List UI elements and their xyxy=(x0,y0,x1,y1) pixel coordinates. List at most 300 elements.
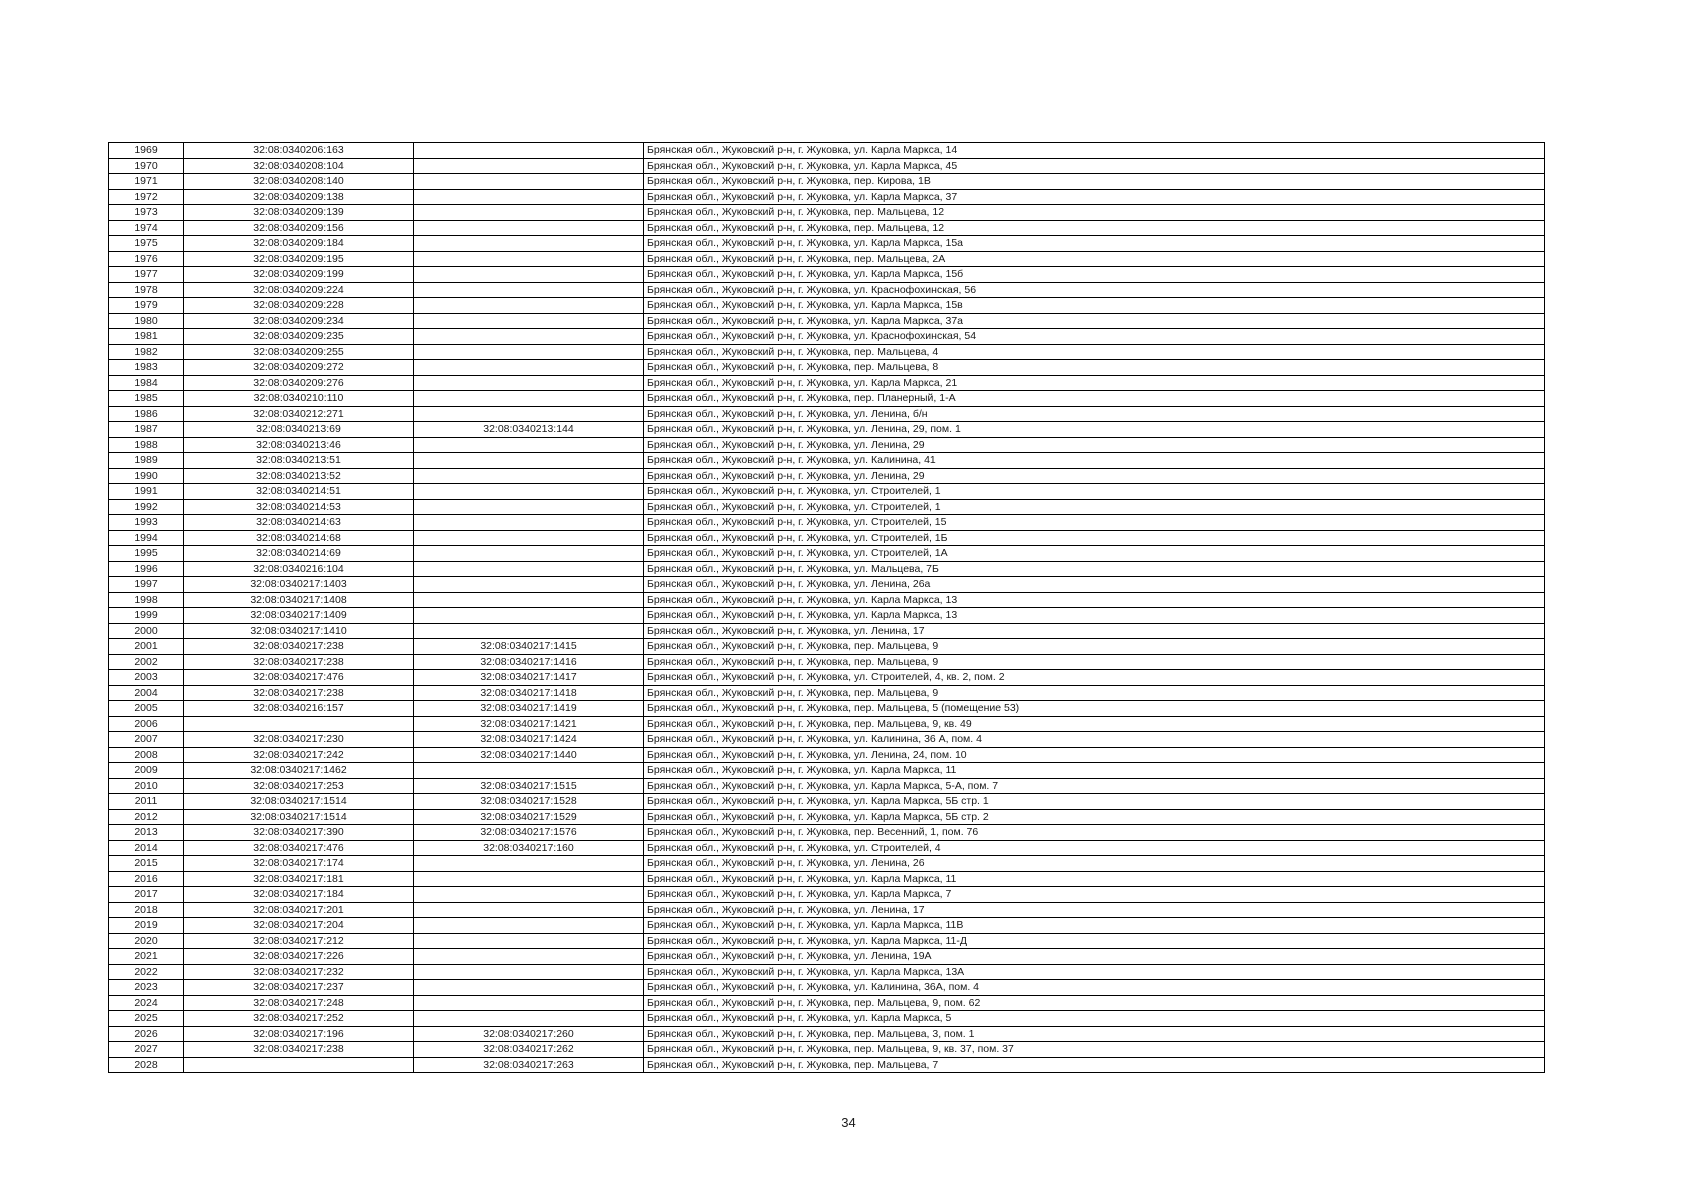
row-number-cell: 1979 xyxy=(109,298,184,314)
land-cadastral-number-cell: 32:08:0340217:1514 xyxy=(184,809,414,825)
row-number-cell: 1996 xyxy=(109,561,184,577)
table-row xyxy=(109,236,1545,252)
address-cell: Брянская обл., Жуковский р-н, г. Жуковка, ул. Ленина, б/н xyxy=(644,406,1545,422)
object-cadastral-number-cell xyxy=(414,561,644,577)
table-row xyxy=(109,546,1545,562)
land-cadastral-number-cell: 32:08:0340217:237 xyxy=(184,980,414,996)
object-cadastral-number-cell xyxy=(414,406,644,422)
table-row xyxy=(109,685,1545,701)
address-cell: Брянская обл., Жуковский р-н, г. Жуковка, ул. Карла Маркса, 13А xyxy=(644,964,1545,980)
address-cell: Брянская обл., Жуковский р-н, г. Жуковка, пер. Мальцева, 9 xyxy=(644,654,1545,670)
object-cadastral-number-cell: 32:08:0340217:1440 xyxy=(414,747,644,763)
address-cell: Брянская обл., Жуковский р-н, г. Жуковка, пер. Мальцева, 4 xyxy=(644,344,1545,360)
address-cell: Брянская обл., Жуковский р-н, г. Жуковка, ул. Карла Маркса, 11 xyxy=(644,871,1545,887)
land-cadastral-number-cell: 32:08:0340217:184 xyxy=(184,887,414,903)
object-cadastral-number-cell xyxy=(414,918,644,934)
land-cadastral-number-cell: 32:08:0340213:52 xyxy=(184,468,414,484)
land-cadastral-number-cell: 32:08:0340216:104 xyxy=(184,561,414,577)
row-number-cell: 2019 xyxy=(109,918,184,934)
table-row xyxy=(109,825,1545,841)
table-row xyxy=(109,143,1545,159)
table-row xyxy=(109,1026,1545,1042)
row-number-cell: 1972 xyxy=(109,189,184,205)
address-cell: Брянская обл., Жуковский р-н, г. Жуковка, ул. Карла Маркса, 13 xyxy=(644,592,1545,608)
land-cadastral-number-cell: 32:08:0340217:238 xyxy=(184,639,414,655)
object-cadastral-number-cell xyxy=(414,251,644,267)
object-cadastral-number-cell: 32:08:0340217:263 xyxy=(414,1057,644,1073)
table-row xyxy=(109,639,1545,655)
row-number-cell: 2022 xyxy=(109,964,184,980)
table-row xyxy=(109,871,1545,887)
address-cell: Брянская обл., Жуковский р-н, г. Жуковка, пер. Мальцева, 9 xyxy=(644,639,1545,655)
address-cell: Брянская обл., Жуковский р-н, г. Жуковка, ул. Ленина, 26а xyxy=(644,577,1545,593)
address-cell: Брянская обл., Жуковский р-н, г. Жуковка, ул. Карла Маркса, 14 xyxy=(644,143,1545,159)
object-cadastral-number-cell xyxy=(414,902,644,918)
table-row xyxy=(109,251,1545,267)
table-row xyxy=(109,158,1545,174)
land-cadastral-number-cell: 32:08:0340208:140 xyxy=(184,174,414,190)
table-row xyxy=(109,654,1545,670)
land-cadastral-number-cell: 32:08:0340209:138 xyxy=(184,189,414,205)
table-row xyxy=(109,902,1545,918)
table-row xyxy=(109,174,1545,190)
address-cell: Брянская обл., Жуковский р-н, г. Жуковка, пер. Мальцева, 8 xyxy=(644,360,1545,376)
row-number-cell: 2027 xyxy=(109,1042,184,1058)
land-cadastral-number-cell: 32:08:0340209:156 xyxy=(184,220,414,236)
table-row xyxy=(109,437,1545,453)
table-row xyxy=(109,189,1545,205)
row-number-cell: 1989 xyxy=(109,453,184,469)
row-number-cell: 2017 xyxy=(109,887,184,903)
row-number-cell: 1997 xyxy=(109,577,184,593)
land-cadastral-number-cell: 32:08:0340217:201 xyxy=(184,902,414,918)
address-cell: Брянская обл., Жуковский р-н, г. Жуковка, ул. Мальцева, 7Б xyxy=(644,561,1545,577)
address-cell: Брянская обл., Жуковский р-н, г. Жуковка, ул. Карла Маркса, 5-А, пом. 7 xyxy=(644,778,1545,794)
row-number-cell: 1995 xyxy=(109,546,184,562)
land-cadastral-number-cell: 32:08:0340214:68 xyxy=(184,530,414,546)
row-number-cell: 1980 xyxy=(109,313,184,329)
land-cadastral-number-cell: 32:08:0340216:157 xyxy=(184,701,414,717)
table-row xyxy=(109,623,1545,639)
address-cell: Брянская обл., Жуковский р-н, г. Жуковка, ул. Карла Маркса, 11В xyxy=(644,918,1545,934)
object-cadastral-number-cell: 32:08:0340217:1528 xyxy=(414,794,644,810)
land-cadastral-number-cell: 32:08:0340213:51 xyxy=(184,453,414,469)
address-cell: Брянская обл., Жуковский р-н, г. Жуковка, пер. Мальцева, 9, кв. 37, пом. 37 xyxy=(644,1042,1545,1058)
table-row xyxy=(109,670,1545,686)
land-cadastral-number-cell: 32:08:0340217:1410 xyxy=(184,623,414,639)
table-row xyxy=(109,763,1545,779)
table-row xyxy=(109,530,1545,546)
land-cadastral-number-cell: 32:08:0340217:242 xyxy=(184,747,414,763)
object-cadastral-number-cell: 32:08:0340217:1419 xyxy=(414,701,644,717)
row-number-cell: 1988 xyxy=(109,437,184,453)
land-cadastral-number-cell: 32:08:0340217:1409 xyxy=(184,608,414,624)
object-cadastral-number-cell: 32:08:0340217:262 xyxy=(414,1042,644,1058)
object-cadastral-number-cell xyxy=(414,143,644,159)
land-cadastral-number-cell: 32:08:0340217:204 xyxy=(184,918,414,934)
table-row xyxy=(109,980,1545,996)
land-cadastral-number-cell: 32:08:0340213:69 xyxy=(184,422,414,438)
row-number-cell: 2009 xyxy=(109,763,184,779)
object-cadastral-number-cell: 32:08:0340217:1415 xyxy=(414,639,644,655)
table-row xyxy=(109,344,1545,360)
object-cadastral-number-cell xyxy=(414,344,644,360)
row-number-cell: 2000 xyxy=(109,623,184,639)
land-cadastral-number-cell: 32:08:0340217:476 xyxy=(184,840,414,856)
object-cadastral-number-cell xyxy=(414,995,644,1011)
address-cell: Брянская обл., Жуковский р-н, г. Жуковка, ул. Калинина, 41 xyxy=(644,453,1545,469)
object-cadastral-number-cell xyxy=(414,871,644,887)
land-cadastral-number-cell: 32:08:0340209:139 xyxy=(184,205,414,221)
table-row xyxy=(109,484,1545,500)
table-row xyxy=(109,561,1545,577)
row-number-cell: 1991 xyxy=(109,484,184,500)
table-row xyxy=(109,205,1545,221)
address-cell: Брянская обл., Жуковский р-н, г. Жуковка, ул. Карла Маркса, 15а xyxy=(644,236,1545,252)
object-cadastral-number-cell: 32:08:0340217:1576 xyxy=(414,825,644,841)
land-cadastral-number-cell: 32:08:0340217:248 xyxy=(184,995,414,1011)
object-cadastral-number-cell xyxy=(414,484,644,500)
address-cell: Брянская обл., Жуковский р-н, г. Жуковка, ул. Карла Маркса, 11 xyxy=(644,763,1545,779)
table-row xyxy=(109,453,1545,469)
row-number-cell: 1978 xyxy=(109,282,184,298)
table-row xyxy=(109,298,1545,314)
object-cadastral-number-cell xyxy=(414,360,644,376)
address-cell: Брянская обл., Жуковский р-н, г. Жуковка, пер. Мальцева, 3, пом. 1 xyxy=(644,1026,1545,1042)
row-number-cell: 2006 xyxy=(109,716,184,732)
object-cadastral-number-cell xyxy=(414,763,644,779)
address-cell: Брянская обл., Жуковский р-н, г. Жуковка, ул. Карла Маркса, 45 xyxy=(644,158,1545,174)
land-cadastral-number-cell: 32:08:0340217:232 xyxy=(184,964,414,980)
object-cadastral-number-cell xyxy=(414,375,644,391)
address-cell: Брянская обл., Жуковский р-н, г. Жуковка, пер. Кирова, 1В xyxy=(644,174,1545,190)
table-row xyxy=(109,840,1545,856)
address-cell: Брянская обл., Жуковский р-н, г. Жуковка, ул. Карла Маркса, 15б xyxy=(644,267,1545,283)
address-cell: Брянская обл., Жуковский р-н, г. Жуковка, ул. Ленина, 17 xyxy=(644,623,1545,639)
address-cell: Брянская обл., Жуковский р-н, г. Жуковка, ул. Краснофохинская, 56 xyxy=(644,282,1545,298)
land-cadastral-number-cell: 32:08:0340209:224 xyxy=(184,282,414,298)
object-cadastral-number-cell: 32:08:0340217:260 xyxy=(414,1026,644,1042)
address-cell: Брянская обл., Жуковский р-н, г. Жуковка, ул. Ленина, 29, пом. 1 xyxy=(644,422,1545,438)
table-row xyxy=(109,515,1545,531)
object-cadastral-number-cell: 32:08:0340217:1424 xyxy=(414,732,644,748)
address-cell: Брянская обл., Жуковский р-н, г. Жуковка, пер. Мальцева, 12 xyxy=(644,205,1545,221)
row-number-cell: 1983 xyxy=(109,360,184,376)
object-cadastral-number-cell: 32:08:0340217:1416 xyxy=(414,654,644,670)
address-cell: Брянская обл., Жуковский р-н, г. Жуковка, ул. Калинина, 36 А, пом. 4 xyxy=(644,732,1545,748)
address-cell: Брянская обл., Жуковский р-н, г. Жуковка, пер. Мальцева, 12 xyxy=(644,220,1545,236)
object-cadastral-number-cell xyxy=(414,437,644,453)
address-cell: Брянская обл., Жуковский р-н, г. Жуковка, пер. Весенний, 1, пом. 76 xyxy=(644,825,1545,841)
table-row xyxy=(109,577,1545,593)
table-row xyxy=(109,778,1545,794)
row-number-cell: 2021 xyxy=(109,949,184,965)
row-number-cell: 1985 xyxy=(109,391,184,407)
land-cadastral-number-cell: 32:08:0340210:110 xyxy=(184,391,414,407)
row-number-cell: 1984 xyxy=(109,375,184,391)
row-number-cell: 1982 xyxy=(109,344,184,360)
table-row xyxy=(109,499,1545,515)
table-row xyxy=(109,701,1545,717)
object-cadastral-number-cell xyxy=(414,158,644,174)
address-cell: Брянская обл., Жуковский р-н, г. Жуковка, пер. Планерный, 1-А xyxy=(644,391,1545,407)
address-cell: Брянская обл., Жуковский р-н, г. Жуковка, пер. Мальцева, 2А xyxy=(644,251,1545,267)
object-cadastral-number-cell xyxy=(414,174,644,190)
object-cadastral-number-cell: 32:08:0340217:1421 xyxy=(414,716,644,732)
row-number-cell: 1999 xyxy=(109,608,184,624)
row-number-cell: 2013 xyxy=(109,825,184,841)
address-cell: Брянская обл., Жуковский р-н, г. Жуковка, ул. Карла Маркса, 15в xyxy=(644,298,1545,314)
row-number-cell: 2025 xyxy=(109,1011,184,1027)
land-cadastral-number-cell: 32:08:0340217:238 xyxy=(184,654,414,670)
table-row xyxy=(109,468,1545,484)
table-row xyxy=(109,964,1545,980)
object-cadastral-number-cell xyxy=(414,515,644,531)
table-row xyxy=(109,608,1545,624)
address-cell: Брянская обл., Жуковский р-н, г. Жуковка, пер. Мальцева, 5 (помещение 53) xyxy=(644,701,1545,717)
address-cell: Брянская обл., Жуковский р-н, г. Жуковка, ул. Карла Маркса, 37а xyxy=(644,313,1545,329)
land-cadastral-number-cell: 32:08:0340217:1403 xyxy=(184,577,414,593)
object-cadastral-number-cell xyxy=(414,391,644,407)
land-cadastral-number-cell: 32:08:0340209:235 xyxy=(184,329,414,345)
object-cadastral-number-cell xyxy=(414,887,644,903)
table-row xyxy=(109,375,1545,391)
address-cell: Брянская обл., Жуковский р-н, г. Жуковка, пер. Мальцева, 9 xyxy=(644,685,1545,701)
land-cadastral-number-cell: 32:08:0340214:63 xyxy=(184,515,414,531)
land-cadastral-number-cell: 32:08:0340213:46 xyxy=(184,437,414,453)
object-cadastral-number-cell: 32:08:0340217:1417 xyxy=(414,670,644,686)
row-number-cell: 1981 xyxy=(109,329,184,345)
land-cadastral-number-cell: 32:08:0340209:255 xyxy=(184,344,414,360)
address-cell: Брянская обл., Жуковский р-н, г. Жуковка, ул. Строителей, 4 xyxy=(644,840,1545,856)
row-number-cell: 1977 xyxy=(109,267,184,283)
table-row xyxy=(109,329,1545,345)
table-row xyxy=(109,794,1545,810)
object-cadastral-number-cell: 32:08:0340213:144 xyxy=(414,422,644,438)
land-cadastral-number-cell: 32:08:0340214:69 xyxy=(184,546,414,562)
table-row xyxy=(109,995,1545,1011)
land-cadastral-number-cell: 32:08:0340212:271 xyxy=(184,406,414,422)
table-row xyxy=(109,282,1545,298)
land-cadastral-number-cell: 32:08:0340217:196 xyxy=(184,1026,414,1042)
row-number-cell: 2026 xyxy=(109,1026,184,1042)
table-row xyxy=(109,422,1545,438)
row-number-cell: 2003 xyxy=(109,670,184,686)
object-cadastral-number-cell: 32:08:0340217:1418 xyxy=(414,685,644,701)
object-cadastral-number-cell xyxy=(414,592,644,608)
row-number-cell: 1969 xyxy=(109,143,184,159)
page-number: 34 xyxy=(841,1115,856,1130)
land-cadastral-number-cell: 32:08:0340217:252 xyxy=(184,1011,414,1027)
address-cell: Брянская обл., Жуковский р-н, г. Жуковка, ул. Карла Маркса, 5 xyxy=(644,1011,1545,1027)
land-cadastral-number-cell: 32:08:0340217:181 xyxy=(184,871,414,887)
address-cell: Брянская обл., Жуковский р-н, г. Жуковка, ул. Ленина, 24, пом. 10 xyxy=(644,747,1545,763)
address-cell: Брянская обл., Жуковский р-н, г. Жуковка, ул. Строителей, 1Б xyxy=(644,530,1545,546)
row-number-cell: 1998 xyxy=(109,592,184,608)
address-cell: Брянская обл., Жуковский р-н, г. Жуковка, ул. Строителей, 4, кв. 2, пом. 2 xyxy=(644,670,1545,686)
row-number-cell: 2020 xyxy=(109,933,184,949)
address-cell: Брянская обл., Жуковский р-н, г. Жуковка, ул. Ленина, 19А xyxy=(644,949,1545,965)
row-number-cell: 2028 xyxy=(109,1057,184,1073)
row-number-cell: 1974 xyxy=(109,220,184,236)
table-row xyxy=(109,747,1545,763)
row-number-cell: 2004 xyxy=(109,685,184,701)
table-row xyxy=(109,267,1545,283)
table-row xyxy=(109,887,1545,903)
table-row xyxy=(109,732,1545,748)
table-row xyxy=(109,220,1545,236)
object-cadastral-number-cell xyxy=(414,933,644,949)
object-cadastral-number-cell xyxy=(414,236,644,252)
land-cadastral-number-cell: 32:08:0340209:228 xyxy=(184,298,414,314)
object-cadastral-number-cell xyxy=(414,499,644,515)
land-cadastral-number-cell: 32:08:0340217:212 xyxy=(184,933,414,949)
address-cell: Брянская обл., Жуковский р-н, г. Жуковка, пер. Мальцева, 7 xyxy=(644,1057,1545,1073)
table-row xyxy=(109,949,1545,965)
row-number-cell: 1987 xyxy=(109,422,184,438)
address-cell: Брянская обл., Жуковский р-н, г. Жуковка, ул. Строителей, 15 xyxy=(644,515,1545,531)
row-number-cell: 2015 xyxy=(109,856,184,872)
object-cadastral-number-cell xyxy=(414,453,644,469)
row-number-cell: 2011 xyxy=(109,794,184,810)
address-cell: Брянская обл., Жуковский р-н, г. Жуковка, ул. Карла Маркса, 5Б стр. 1 xyxy=(644,794,1545,810)
row-number-cell: 2001 xyxy=(109,639,184,655)
object-cadastral-number-cell xyxy=(414,964,644,980)
object-cadastral-number-cell: 32:08:0340217:1529 xyxy=(414,809,644,825)
address-cell: Брянская обл., Жуковский р-н, г. Жуковка, ул. Карла Маркса, 5Б стр. 2 xyxy=(644,809,1545,825)
row-number-cell: 1990 xyxy=(109,468,184,484)
object-cadastral-number-cell xyxy=(414,282,644,298)
row-number-cell: 2010 xyxy=(109,778,184,794)
row-number-cell: 1975 xyxy=(109,236,184,252)
address-cell: Брянская обл., Жуковский р-н, г. Жуковка, ул. Строителей, 1 xyxy=(644,484,1545,500)
address-cell: Брянская обл., Жуковский р-н, г. Жуковка, ул. Ленина, 26 xyxy=(644,856,1545,872)
table-body xyxy=(109,143,1545,1073)
table-row xyxy=(109,391,1545,407)
property-registry-table xyxy=(108,142,1545,1073)
object-cadastral-number-cell xyxy=(414,205,644,221)
row-number-cell: 1971 xyxy=(109,174,184,190)
table-row xyxy=(109,406,1545,422)
land-cadastral-number-cell: 32:08:0340217:226 xyxy=(184,949,414,965)
object-cadastral-number-cell xyxy=(414,298,644,314)
land-cadastral-number-cell xyxy=(184,716,414,732)
land-cadastral-number-cell: 32:08:0340208:104 xyxy=(184,158,414,174)
table-row xyxy=(109,592,1545,608)
row-number-cell: 1993 xyxy=(109,515,184,531)
table-row xyxy=(109,1042,1545,1058)
address-cell: Брянская обл., Жуковский р-н, г. Жуковка, ул. Ленина, 29 xyxy=(644,437,1545,453)
row-number-cell: 2014 xyxy=(109,840,184,856)
land-cadastral-number-cell: 32:08:0340217:390 xyxy=(184,825,414,841)
table-row xyxy=(109,856,1545,872)
row-number-cell: 1970 xyxy=(109,158,184,174)
object-cadastral-number-cell: 32:08:0340217:1515 xyxy=(414,778,644,794)
table-row xyxy=(109,1057,1545,1073)
land-cadastral-number-cell: 32:08:0340217:238 xyxy=(184,1042,414,1058)
object-cadastral-number-cell: 32:08:0340217:160 xyxy=(414,840,644,856)
land-cadastral-number-cell: 32:08:0340217:1408 xyxy=(184,592,414,608)
land-cadastral-number-cell: 32:08:0340214:53 xyxy=(184,499,414,515)
land-cadastral-number-cell: 32:08:0340217:238 xyxy=(184,685,414,701)
row-number-cell: 2005 xyxy=(109,701,184,717)
land-cadastral-number-cell: 32:08:0340209:276 xyxy=(184,375,414,391)
object-cadastral-number-cell xyxy=(414,608,644,624)
object-cadastral-number-cell xyxy=(414,1011,644,1027)
address-cell: Брянская обл., Жуковский р-н, г. Жуковка, ул. Карла Маркса, 37 xyxy=(644,189,1545,205)
land-cadastral-number-cell: 32:08:0340217:174 xyxy=(184,856,414,872)
object-cadastral-number-cell xyxy=(414,530,644,546)
address-cell: Брянская обл., Жуковский р-н, г. Жуковка, ул. Карла Маркса, 21 xyxy=(644,375,1545,391)
land-cadastral-number-cell: 32:08:0340214:51 xyxy=(184,484,414,500)
table-row xyxy=(109,313,1545,329)
table-row xyxy=(109,809,1545,825)
land-cadastral-number-cell: 32:08:0340217:1462 xyxy=(184,763,414,779)
table-row xyxy=(109,360,1545,376)
land-cadastral-number-cell: 32:08:0340209:184 xyxy=(184,236,414,252)
address-cell: Брянская обл., Жуковский р-н, г. Жуковка, ул. Карла Маркса, 11-Д xyxy=(644,933,1545,949)
object-cadastral-number-cell xyxy=(414,949,644,965)
land-cadastral-number-cell: 32:08:0340209:195 xyxy=(184,251,414,267)
address-cell: Брянская обл., Жуковский р-н, г. Жуковка, ул. Карла Маркса, 7 xyxy=(644,887,1545,903)
row-number-cell: 2007 xyxy=(109,732,184,748)
land-cadastral-number-cell: 32:08:0340209:234 xyxy=(184,313,414,329)
table-row xyxy=(109,933,1545,949)
address-cell: Брянская обл., Жуковский р-н, г. Жуковка, ул. Краснофохинская, 54 xyxy=(644,329,1545,345)
land-cadastral-number-cell: 32:08:0340217:476 xyxy=(184,670,414,686)
row-number-cell: 1973 xyxy=(109,205,184,221)
object-cadastral-number-cell xyxy=(414,856,644,872)
row-number-cell: 2018 xyxy=(109,902,184,918)
object-cadastral-number-cell xyxy=(414,980,644,996)
row-number-cell: 1992 xyxy=(109,499,184,515)
row-number-cell: 1976 xyxy=(109,251,184,267)
address-cell: Брянская обл., Жуковский р-н, г. Жуковка, ул. Строителей, 1А xyxy=(644,546,1545,562)
object-cadastral-number-cell xyxy=(414,577,644,593)
object-cadastral-number-cell xyxy=(414,468,644,484)
land-cadastral-number-cell: 32:08:0340217:1514 xyxy=(184,794,414,810)
object-cadastral-number-cell xyxy=(414,329,644,345)
row-number-cell: 2012 xyxy=(109,809,184,825)
row-number-cell: 2002 xyxy=(109,654,184,670)
object-cadastral-number-cell xyxy=(414,267,644,283)
table-row xyxy=(109,918,1545,934)
land-cadastral-number-cell xyxy=(184,1057,414,1073)
land-cadastral-number-cell: 32:08:0340217:230 xyxy=(184,732,414,748)
row-number-cell: 2024 xyxy=(109,995,184,1011)
object-cadastral-number-cell xyxy=(414,623,644,639)
table-row xyxy=(109,1011,1545,1027)
table-row xyxy=(109,716,1545,732)
land-cadastral-number-cell: 32:08:0340209:272 xyxy=(184,360,414,376)
object-cadastral-number-cell xyxy=(414,189,644,205)
row-number-cell: 1986 xyxy=(109,406,184,422)
address-cell: Брянская обл., Жуковский р-н, г. Жуковка, пер. Мальцева, 9, кв. 49 xyxy=(644,716,1545,732)
address-cell: Брянская обл., Жуковский р-н, г. Жуковка, ул. Строителей, 1 xyxy=(644,499,1545,515)
row-number-cell: 1994 xyxy=(109,530,184,546)
address-cell: Брянская обл., Жуковский р-н, г. Жуковка, ул. Калинина, 36А, пом. 4 xyxy=(644,980,1545,996)
row-number-cell: 2008 xyxy=(109,747,184,763)
land-cadastral-number-cell: 32:08:0340206:163 xyxy=(184,143,414,159)
land-cadastral-number-cell: 32:08:0340209:199 xyxy=(184,267,414,283)
address-cell: Брянская обл., Жуковский р-н, г. Жуковка, ул. Ленина, 17 xyxy=(644,902,1545,918)
row-number-cell: 2023 xyxy=(109,980,184,996)
address-cell: Брянская обл., Жуковский р-н, г. Жуковка, ул. Ленина, 29 xyxy=(644,468,1545,484)
object-cadastral-number-cell xyxy=(414,220,644,236)
object-cadastral-number-cell xyxy=(414,313,644,329)
land-cadastral-number-cell: 32:08:0340217:253 xyxy=(184,778,414,794)
row-number-cell: 2016 xyxy=(109,871,184,887)
